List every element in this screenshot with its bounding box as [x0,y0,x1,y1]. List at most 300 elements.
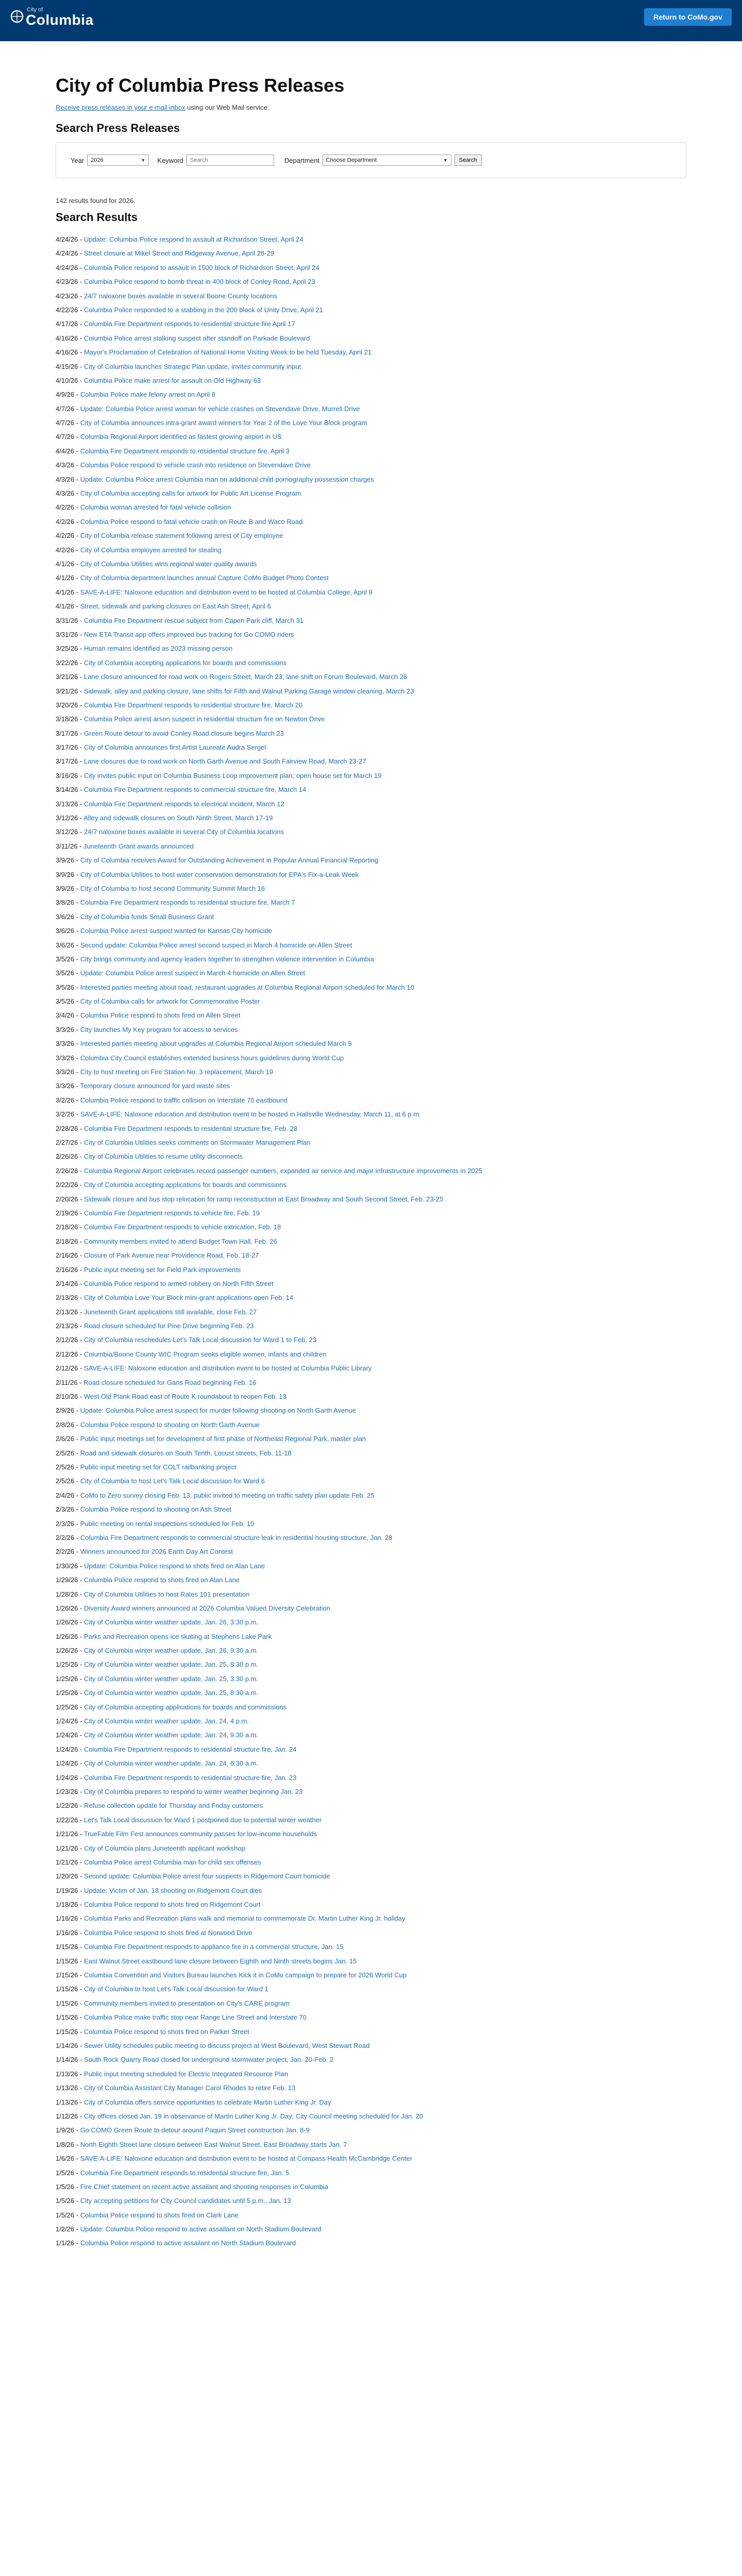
result-link[interactable]: Columbia Fire Department responds to residential structure fire April 17 [83,320,295,328]
result-date: 4/3/26 [56,461,75,469]
result-link[interactable]: West Old Plank Road east of Route K roundabout to reopen Feb. 13 [83,1393,286,1401]
result-item [56,1291,686,1304]
result-separator: - [78,658,84,667]
keyword-input[interactable] [187,155,274,166]
result-link[interactable]: City of Columbia to host Let's Talk Local discussion for Ward 6 [80,1477,265,1485]
result-date: 4/3/26 [56,475,75,483]
result-separator: - [78,616,84,624]
result-link[interactable]: Columbia Police make felony arrest on April 8 [80,391,216,399]
result-date: 1/20/26 [56,1872,78,1880]
result-date: 2/19/26 [56,1209,78,1217]
result-link[interactable]: Columbia/Boone County WIC Program seeks eligible women, infants and children [83,1350,327,1358]
result-item [56,1643,686,1657]
result-item [56,360,686,374]
result-separator: - [78,1350,84,1358]
result-item [56,1248,686,1262]
result-item [56,910,686,924]
result-separator: - [74,1548,80,1556]
result-date: 2/22/26 [56,1181,78,1189]
result-link[interactable]: Update: Columbia Police arrest suspect for murder following shooting on North Garth Avenue [80,1406,356,1415]
result-link[interactable]: City of Columbia prepares to respond to winter weather beginning Jan. 23 [83,1787,303,1795]
result-date: 1/26/26 [56,1632,78,1640]
result-link[interactable]: Update: Columbia Police arrest Columbia man on additional child pornography possession charges [80,475,374,483]
result-separator: - [74,475,80,483]
result-item [56,966,686,980]
result-link[interactable]: Columbia Fire Department responds to vehicle fire, Feb. 19 [83,1209,260,1217]
result-link[interactable]: City of Columbia offers service opportunities to celebrate Martin Luther King Jr. Day [83,2098,331,2106]
search-button[interactable]: Search [454,155,482,166]
result-date: 1/15/26 [56,2027,78,2036]
return-to-como-button[interactable]: Return to CoMo.gov [644,8,732,26]
result-link[interactable]: City of Columbia to host second Community Summit March 16 [80,884,265,892]
result-link[interactable]: City of Columbia reschedules Let's Talk Local discussion for Ward 1 to Feb. 23 [83,1336,317,1344]
result-link[interactable]: Juneteenth Grant applications still available, close Feb. 27 [83,1308,257,1316]
result-date: 3/17/26 [56,757,78,766]
result-date: 2/18/26 [56,1237,78,1245]
search-heading: Search Press Releases [56,122,180,134]
result-date: 3/18/26 [56,715,78,723]
result-date: 1/18/26 [56,1901,78,1909]
result-link[interactable]: Columbia Police respond to assault in 1500 block of Richardson Street, April 24 [83,263,319,272]
result-link[interactable]: Update: Columbia Police respond to active assailant on North Stadium Boulevard [80,2225,322,2233]
result-separator: - [78,1308,84,1316]
result-link[interactable]: City of Columbia accepting applications for boards and commissions [83,1703,287,1711]
result-link[interactable]: South Rock Quarry Road closed for underground stormwater project, Jan. 20-Feb. 2 [83,2056,334,2064]
result-link[interactable]: City of Columbia winter weather update, Jan. 25, 3:30 p.m. [83,1674,259,1683]
result-link[interactable]: Columbia Police respond to traffic collision on Interstate 70 eastbound [80,1096,288,1104]
result-link[interactable]: City brings community and agency leaders together to strengthen violence intervention in Columbia [80,955,374,963]
result-separator: - [78,1816,84,1824]
result-date: 2/16/26 [56,1251,78,1260]
result-date: 1/22/26 [56,1802,78,1810]
result-item [56,345,686,359]
logo-columbia: Columbia [26,12,94,28]
result-link[interactable]: Second update: Columbia Police arrest second suspect in March 4 homicide on Allen Street [80,941,352,949]
result-link[interactable]: Columbia Police arrest Columbia man for child sex offenses [83,1858,261,1866]
result-link[interactable]: City of Columbia receives Award for Outstanding Achievement in Popular Annual Financial Reporting [80,856,379,865]
result-link[interactable]: Update: Columbia Police respond to shots fired on Alan Lane [83,1562,265,1570]
result-link[interactable]: Juneteenth Grant awards announced [83,842,194,850]
result-link[interactable]: City of Columbia winter weather update, Jan. 25, 8:30 a.m. [83,1689,259,1697]
result-link[interactable]: Road closure scheduled for Gans Road beginning Feb. 16 [83,1378,257,1386]
result-link[interactable]: Columbia Parks and Recreation plans walk and memorial to commemorate Dr. Martin Luther King Jr. holiday [83,1914,406,1923]
result-date: 1/21/26 [56,1858,78,1866]
result-link[interactable]: Columbia Fire Department responds to commercial structure leak in residential housing structure, Jan. 28 [80,1533,393,1541]
result-link[interactable]: SAVE-A-LIFE: Naloxone education and distribution event to be hosted at Columbia College, April 9 [80,588,373,596]
result-separator: - [74,546,80,554]
result-link[interactable]: SAVE-A-LIFE: Naloxone education and distribution event to be hosted in Hallsville Wednesday, March 11, at 6 p.m. [80,1110,421,1118]
result-link[interactable]: Public input meeting set for Field Park improvements [83,1265,241,1274]
result-separator: - [78,1660,84,1669]
result-link[interactable]: Columbia Fire Department responds to residential structure fire, April 3 [80,447,290,455]
result-link[interactable]: Columbia Fire Department responds to residential structure fire, March 20 [83,701,303,709]
subscribe-link[interactable]: Receive press releases in your e-mail inbox [56,104,185,111]
result-link[interactable]: Columbia Fire Department rescue subject from Capen Park cliff, March 31 [83,616,303,624]
result-separator: - [74,1505,80,1514]
result-link[interactable]: City of Columbia Utilities to host Rates 101 presentation [83,1590,250,1598]
result-date: 3/8/26 [56,899,75,907]
result-date: 1/25/26 [56,1674,78,1683]
result-link[interactable]: Columbia City Council establishes extended business hours guidelines during World Cup [80,1054,344,1062]
result-link[interactable]: Temporary closure announced for yard waste sites [80,1082,230,1090]
result-link[interactable]: Second update: Columbia Police arrest four suspects in Ridgemont Court homicide [83,1872,330,1880]
result-link[interactable]: City of Columbia winter weather update, Jan. 26, 9:30 a.m. [83,1647,259,1655]
result-link[interactable]: Columbia Police arrest arson suspect in residential structure fire on Newton Drive [83,715,325,723]
result-link[interactable]: Fire Chief statement on recent active assailant and shooting responses in Columbia [80,2182,328,2191]
result-link[interactable]: City of Columbia funds Small Business Grant [80,912,214,921]
result-separator: - [78,1901,84,1909]
result-date: 1/12/26 [56,2112,78,2120]
result-link[interactable]: Columbia Police responded to a stabbing in the 200 block of Unity Drive, April 21 [83,306,323,314]
result-link[interactable]: City of Columbia winter weather update, Jan. 26, 3:30 p.m. [83,1618,259,1626]
result-date: 1/15/26 [56,1985,78,1993]
result-separator: - [74,899,80,907]
result-item [56,882,686,895]
result-link[interactable]: Community members invited to attend Budget Town Hall, Feb. 26 [83,1237,277,1245]
result-item [56,1954,686,1968]
result-date: 1/16/26 [56,1928,78,1937]
result-link[interactable]: Columbia Regional Airport celebrates record passenger numbers, expanded air service and major infrastructure improvements in 2025 [83,1166,483,1175]
result-link[interactable]: Lane closure announced for road work on Rogers Street, March 23; lane shift on Forum Boulevard, March 26 [83,673,408,681]
result-link[interactable]: Columbia Fire Department responds to residential structure fire, March 7 [80,899,295,907]
result-link[interactable]: 24/7 naloxone boxes available in several City of Columbia locations [83,828,284,836]
result-link[interactable]: Lane closures due to road work on North Garth Avenue and South Fairview Road, March 23-27 [83,757,366,766]
result-separator: - [78,2027,84,2036]
result-link[interactable]: Columbia Police respond to shots fired on Alan Lane [83,1576,240,1584]
result-date: 4/9/26 [56,391,75,399]
result-link[interactable]: Columbia Regional Airport identified as fastest growing airport in US [80,433,282,441]
result-link[interactable]: Public input meetings set for development of first phase of Northeast Regional Park, master plan [80,1435,366,1443]
result-link[interactable]: Columbia Police respond to shots fired on Clark Lane [80,2211,239,2219]
result-date: 1/6/26 [56,2155,75,2163]
result-date: 4/24/26 [56,249,78,258]
result-date: 3/3/26 [56,1082,75,1090]
year-select[interactable] [87,155,149,166]
result-link[interactable]: City offices closed Jan. 19 in observance of Martin Luther King Jr. Day; City Council meeting scheduled for Jan. 20 [83,2112,423,2120]
result-link[interactable]: Closure of Park Avenue near Providence Road, Feb. 18-27 [83,1251,259,1260]
city-logo[interactable] [10,7,94,27]
result-link[interactable]: New ETA Transit app offers improved bus tracking for Go COMO riders [83,630,294,638]
result-date: 1/21/26 [56,1830,78,1838]
result-date: 3/12/26 [56,828,78,836]
result-date: 4/16/26 [56,348,78,357]
result-link[interactable]: Road and sidewalk closures on South Tenth, Locust streets, Feb. 11-18 [80,1449,292,1457]
result-link[interactable]: Columbia Fire Department responds to electrical incident, March 12 [83,800,284,808]
result-link[interactable]: City of Columbia release statement following arrest of City employee [80,532,283,540]
result-link[interactable]: Columbia Fire Department responds to appliance fire in a commercial structure, Jan. 15 [83,1943,344,1951]
result-separator: - [74,912,80,921]
result-link[interactable]: City of Columbia department launches annual Capture CoMo Budget Photo Contest [80,574,329,582]
result-date: 2/3/26 [56,1505,75,1514]
result-link[interactable]: East Walnut Street eastbound lane closure between Eighth and Ninth streets begins Jan. 15 [83,1957,357,1965]
result-link[interactable]: Street closure at Mikel Street and Ridgeway Avenue, April 28-29 [83,249,274,258]
result-date: 3/17/26 [56,743,78,752]
result-separator: - [78,1251,84,1260]
result-link[interactable]: SAVE-A-LIFE: Naloxone education and distribution event to be hosted at Compass Health McCambridge Center [80,2155,413,2163]
result-separator: - [78,630,84,638]
result-link[interactable]: Public input meeting set for COLT railbanking project [80,1463,237,1471]
result-separator: - [78,1632,84,1640]
result-separator: - [74,588,80,596]
result-separator: - [78,320,84,328]
result-link[interactable]: Columbia Fire Department responds to residential structure fire, Jan. 5 [80,2168,290,2177]
result-link[interactable]: Interested parties meeting about upgrades at Columbia Regional Airport scheduled March 9 [80,1040,352,1048]
result-link[interactable]: CoMo to Zero survey closing Feb. 13, public invited to meeting on traffic safety plan update Feb. 25 [80,1491,375,1499]
result-link[interactable]: Update: Columbia Police arrest suspect in March 4 homicide on Allen Street [80,969,306,977]
result-link[interactable]: City accepting petitions for City Council candidates until 5 p.m., Jan. 13 [80,2197,291,2205]
result-date: 1/15/26 [56,1943,78,1951]
result-link[interactable]: Columbia Fire Department responds to residential structure fire, Feb. 28 [83,1124,297,1132]
result-link[interactable]: City of Columbia to host Let's Talk Local discussion for Ward 1 [83,1985,268,1993]
result-item [56,2053,686,2066]
result-date: 3/9/26 [56,884,75,892]
result-link[interactable]: City of Columbia calls for artwork for Commemorative Poster [80,997,260,1006]
result-link[interactable]: Columbia Fire Department responds to vehicle extrication, Feb. 18 [83,1223,281,1231]
result-link[interactable]: Columbia Police arrest stalking suspect after standoff on Parkade Boulevard [83,334,310,342]
result-link[interactable]: City of Columbia employee arrested for stealing [80,546,222,554]
result-date: 4/1/26 [56,560,75,568]
result-date: 2/3/26 [56,1519,75,1528]
result-link[interactable]: Update: Victim of Jan. 18 shooting on Ridgemont Court dies [83,1886,262,1894]
result-link[interactable]: Public input meeting scheduled for Electric Integrated Resource Plan [83,2070,288,2078]
result-link[interactable]: City launches My Key program for access to services [80,1025,238,1033]
result-item [56,938,686,952]
result-link[interactable]: 24/7 naloxone boxes available in several Boone County locations [83,292,278,300]
result-link[interactable]: Road closure scheduled for Pine Drive beginning Feb. 23 [83,1322,254,1330]
result-link[interactable]: Columbia Police make traffic stop near Range Line Street and Interstate 70 [83,2013,307,2022]
result-link[interactable]: City of Columbia Love Your Block mini-grant applications open Feb. 14 [83,1294,294,1302]
result-separator: - [78,1971,84,1979]
result-link[interactable]: City of Columbia Utilities wins regional water quality awards [80,560,257,568]
result-item [56,1122,686,1136]
result-link[interactable]: Mayor's Proclamation of Celebration of National Home Visiting Week to be held Tuesday, April 21 [83,348,372,357]
result-separator: - [74,532,80,540]
result-separator: - [74,2155,80,2163]
result-item [56,1841,686,1855]
result-link[interactable]: Columbia Police respond to vehicle crash into residence on Stevendave Drive [80,461,311,469]
result-link[interactable]: Winners announced for 2026 Earth Day Art Contest [80,1548,233,1556]
result-separator: - [78,1886,84,1894]
result-item [56,2208,686,2222]
result-date: 3/16/26 [56,771,78,779]
result-date: 1/24/26 [56,1759,78,1768]
result-link[interactable]: TrueFable Film Fest announces community passes for low-income households [83,1830,317,1838]
result-separator: - [78,1731,84,1739]
result-link[interactable]: City of Columbia winter weather update, Jan. 24, 4 p.m. [83,1717,249,1725]
result-link[interactable]: Sidewalk, alley and parking closure, lane shifts for Fifth and Walnut Parking Garage window cleaning, March 23 [83,687,414,695]
result-link[interactable]: City of Columbia announces first Artist Laureate Audra Sergel [83,743,266,752]
result-item [56,543,686,557]
result-link[interactable]: City of Columbia winter weather update, Jan. 24, 6:30 a.m. [83,1759,259,1768]
result-date: 3/2/26 [56,1096,75,1104]
result-link[interactable]: Let's Talk Local discussion for Ward 1 postponed due to potential winter weather [83,1816,322,1824]
result-separator: - [74,560,80,568]
result-item [56,1799,686,1812]
result-date: 1/24/26 [56,1731,78,1739]
result-link[interactable]: Parks and Recreation opens ice skating at Stephens Lake Park [83,1632,272,1640]
result-item [56,825,686,839]
result-date: 2/2/26 [56,1548,75,1556]
result-item [56,1573,686,1587]
result-link[interactable]: City of Columbia winter weather update, Jan. 25, 8:30 p.m. [83,1660,259,1669]
result-date: 2/28/26 [56,1124,78,1132]
result-date: 1/15/26 [56,2013,78,2022]
result-separator: - [74,955,80,963]
result-date: 4/24/26 [56,235,78,243]
result-link[interactable]: Columbia Police respond to fatal vehicle crash on Route B and Waco Road [80,517,303,526]
result-link[interactable]: City of Columbia accepting calls for artwork for Public Art License Program [80,489,301,498]
result-link[interactable]: Community members invited to presentation on City's CARE program [83,1999,290,2007]
result-link[interactable]: Sewer Utility schedules public meeting to discuss project at West Boulevard, West Stewart Road [83,2042,370,2049]
result-link[interactable]: Columbia Convention and Visitors Bureau launches Kick it in CoMo campaign to prepare for 2026 World Cup [83,1971,407,1979]
result-link[interactable]: Human remains identified as 2023 missing person [83,645,233,653]
result-link[interactable]: Green Route detour to avoid Conley Road closure begins March 23 [83,729,284,737]
result-link[interactable]: Columbia Police respond to active assailant on North Stadium Boulevard [80,2239,296,2247]
result-date: 4/1/26 [56,602,75,611]
result-link[interactable]: North Eighth Street lane closure between East Walnut Street, East Broadway starts Jan. 7 [80,2140,347,2148]
result-item [56,1615,686,1629]
result-link[interactable]: City of Columbia winter weather update, Jan. 24, 9:30 a.m. [83,1731,259,1739]
result-link[interactable]: City invites public input on Columbia Business Loop improvement plan; open house set for March 19 [83,771,382,779]
result-date: 1/2/26 [56,2225,75,2233]
result-date: 1/26/26 [56,1647,78,1655]
result-separator: - [78,1604,84,1612]
result-item [56,1107,686,1121]
result-link[interactable]: Columbia woman arrested for fatal vehicle collision [80,503,231,512]
result-item [56,303,686,317]
result-date: 4/2/26 [56,546,75,554]
result-link[interactable]: Refuse collection update for Thursday and Friday customers [83,1802,263,1810]
result-link[interactable]: Columbia Police respond to shots fired at Norwood Drive [83,1928,252,1937]
result-date: 1/1/26 [56,2239,75,2247]
result-item [56,868,686,882]
result-link[interactable]: City of Columbia Utilities seeks comments on Stormwater Management Plan [83,1139,311,1146]
result-link[interactable]: Columbia Police respond to bomb threat in 400 block of Conley Road, April 23 [83,278,315,286]
result-date: 2/9/26 [56,1406,75,1415]
result-link[interactable]: City of Columbia Utilities to resume utility disconnects [83,1153,243,1161]
result-separator: - [78,1364,84,1372]
result-date: 2/18/26 [56,1223,78,1231]
result-link[interactable]: Columbia Fire Department responds to residential structure fire, Jan. 24 [83,1745,297,1753]
result-separator: - [78,2112,84,2120]
top-header [0,0,742,41]
result-item [56,1940,686,1954]
result-date: 3/9/26 [56,870,75,878]
result-item [56,374,686,387]
department-select[interactable] [323,155,451,166]
result-date: 4/2/26 [56,517,75,526]
result-separator: - [78,1223,84,1231]
result-link[interactable]: Columbia Police respond to armed robbery on North Fifth Street [83,1279,274,1287]
result-date: 2/14/26 [56,1279,78,1287]
result-item [56,1813,686,1827]
result-separator: - [77,842,83,850]
result-separator: - [78,1209,84,1217]
result-link[interactable]: Columbia Police respond to shots fired on Allen Street [80,1011,241,1020]
result-link[interactable]: Columbia Fire Department responds to commercial structure fire, March 14 [83,786,307,794]
result-link[interactable]: SAVE-A-LIFE: Naloxone education and distribution event to be hosted at Columbia Public Library [83,1364,372,1372]
result-link[interactable]: Street, sidewalk and parking closures on East Ash Street, April 6 [80,602,271,611]
result-date: 2/5/26 [56,1449,75,1457]
result-item [56,1897,686,1911]
result-date: 2/13/26 [56,1322,78,1330]
result-item [56,2010,686,2024]
result-date: 2/12/26 [56,1350,78,1358]
result-separator: - [78,1717,84,1725]
result-link[interactable]: City of Columbia accepting applications for boards and commissions [83,658,287,667]
result-link[interactable]: Columbia Police respond to shots fired on Parker Street [83,2027,249,2036]
result-item [56,529,686,543]
result-link[interactable]: Columbia Police respond to shooting on North Garth Avenue [80,1420,260,1429]
result-item [56,1376,686,1389]
result-date: 3/14/26 [56,786,78,794]
result-link[interactable]: Update: Columbia Police respond to assault at Richardson Street, April 24 [83,235,303,243]
result-date: 1/15/26 [56,1957,78,1965]
result-date: 4/1/26 [56,574,75,582]
result-link[interactable]: Go COMO Green Route to detour around Paquin Street construction Jan. 8-9 [80,2126,310,2134]
result-link[interactable]: City of Columbia accepting applications for boards and commissions [83,1181,287,1189]
result-link[interactable]: City of Columbia plans Juneteenth applicant workshop [83,1844,245,1852]
result-separator: - [78,1166,84,1175]
result-item [56,1700,686,1714]
result-date: 3/3/26 [56,1040,75,1048]
result-item [56,1756,686,1770]
result-separator: - [78,1153,84,1161]
result-item [56,1911,686,1925]
result-link[interactable]: City of Columbia launches Strategic Plan update, invites community input [83,362,301,370]
result-separator: - [78,1195,84,1203]
result-item [56,2039,686,2053]
result-separator: - [74,1477,80,1485]
result-date: 4/15/26 [56,362,78,370]
result-separator: - [78,1294,84,1302]
result-date: 1/25/26 [56,1689,78,1697]
result-link[interactable]: Columbia Fire Department responds to residential structure fire, Jan. 23 [83,1773,297,1782]
result-link[interactable]: City to host meeting on Fire Station No. 3 replacement, March 19 [80,1068,274,1076]
result-link[interactable]: City of Columbia Assistant City Manager Carol Rhodes to retire Feb. 13 [83,2084,296,2092]
result-separator: - [78,1237,84,1245]
result-separator: - [74,1054,80,1062]
result-item [56,924,686,938]
result-link[interactable]: Alley and sidewalk closures on South Ninth Street, March 17-19 [83,814,273,822]
result-link[interactable]: Public meeting on rental inspections scheduled for Feb. 10 [80,1519,255,1528]
result-link[interactable]: Columbia Police arrest suspect wanted for Kansas City homicide [80,927,272,935]
result-separator: - [78,729,84,737]
result-link[interactable]: Sidewalk closure and bus stop relocation for ramp reconstruction at East Broadway and South Second Street, Feb. 23-25 [83,1195,444,1203]
result-item [56,641,686,655]
result-item [56,1686,686,1700]
result-separator: - [74,602,80,611]
result-item [56,387,686,401]
result-date: 1/26/26 [56,1618,78,1626]
result-link[interactable]: Diversity Award winners announced at 2026 Columbia Valued Diversity Celebration [83,1604,330,1612]
result-separator: - [78,1562,84,1570]
result-date: 1/25/26 [56,1660,78,1669]
result-item [56,1771,686,1785]
result-item [56,656,686,670]
result-item [56,416,686,430]
result-link[interactable]: Columbia Police respond to shooting on Ash Street [80,1505,232,1514]
result-link[interactable]: Interested parties meeting about road, restaurant upgrades at Columbia Regional Airport scheduled for March 10 [80,983,414,991]
result-item [56,571,686,585]
result-link[interactable]: City of Columbia Utilities to host water conservation demonstration for EPA's Fix-a-Leak Week [80,870,359,878]
result-link[interactable]: Update: Columbia Police arrest woman for vehicle crashes on Stevendave Drive, Murrell Drive [80,404,360,413]
result-link[interactable]: Columbia Police make arrest for assault on Old Highway 63 [83,376,261,384]
result-link[interactable]: City of Columbia announces intra-grant award winners for Year 2 of the Love Your Block program [80,419,367,427]
result-date: 1/28/26 [56,1590,78,1598]
result-link[interactable]: Columbia Police respond to shots fired on Ridgemont Court [83,1901,261,1909]
result-item [56,2025,686,2039]
